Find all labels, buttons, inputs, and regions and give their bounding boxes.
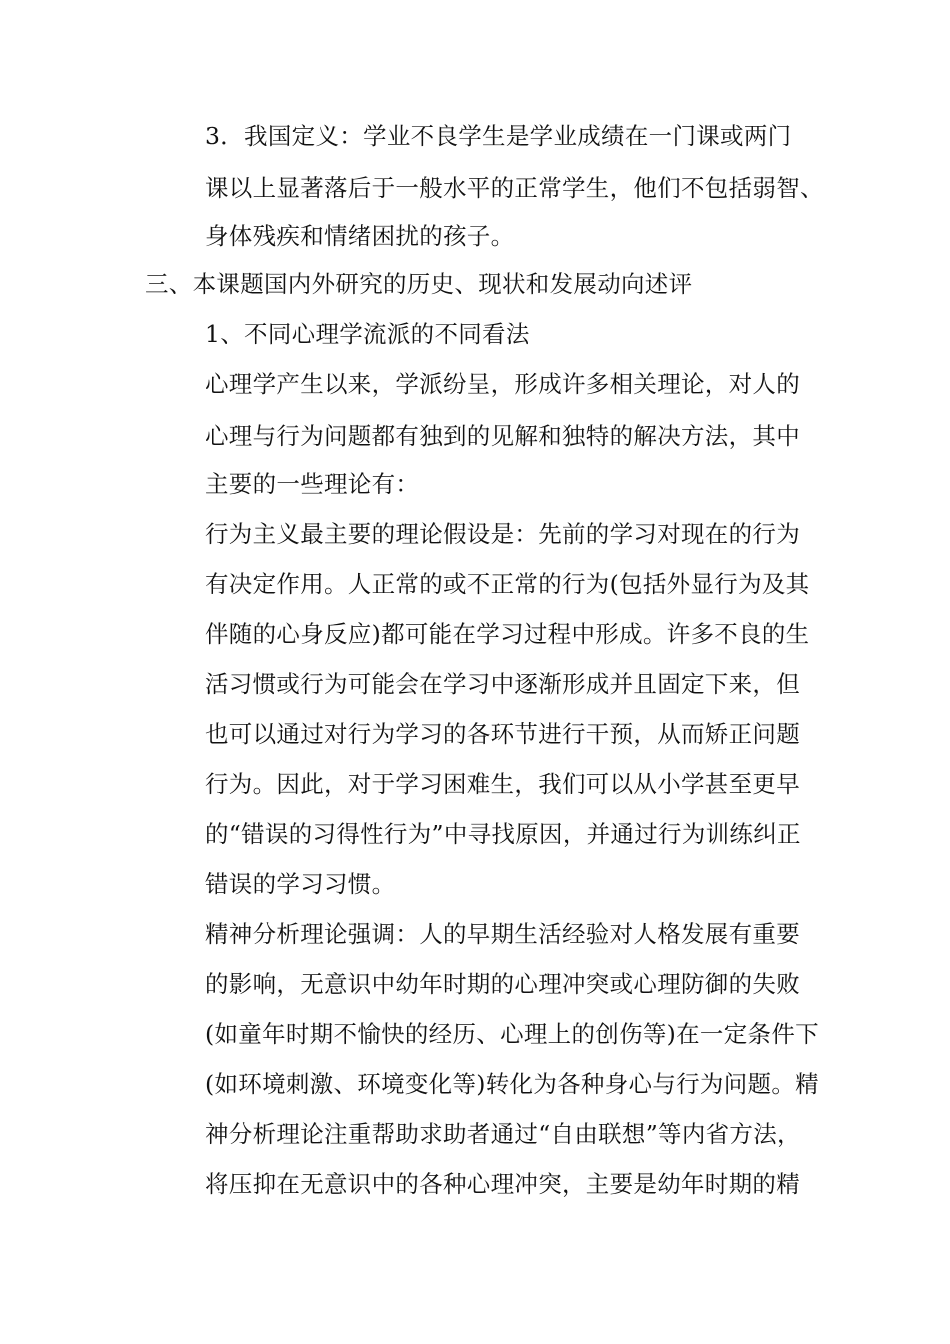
paragraph-line-6: 心理学产生以来，学派纷呈，形成许多相关理论，对人的 [205,370,800,398]
paragraph-line-21: 神分析理论注重帮助求助者通过“自由联想”等内省方法， [205,1120,801,1148]
paragraph-line-18: 的影响，无意识中幼年时期的心理冲突或心理防御的失败 [205,970,800,998]
paragraph-line-19: (如童年时期不愉快的经历、心理上的创伤等)在一定条件下 [205,1020,819,1048]
paragraph-line-15: 的“错误的习得性行为”中寻找原因，并通过行为训练纠正 [205,820,801,848]
paragraph-line-9: 行为主义最主要的理论假设是：先前的学习对现在的行为 [205,520,800,548]
paragraph-line-10: 有决定作用。人正常的或不正常的行为(包括外显行为及其 [205,570,810,598]
paragraph-line-11: 伴随的心身反应)都可能在学习过程中形成。许多不良的生 [205,620,810,648]
paragraph-line-7: 心理与行为问题都有独到的见解和独特的解决方法，其中 [205,422,800,450]
subsection-heading: 1、不同心理学流派的不同看法 [205,320,530,348]
section-heading: 三、本课题国内外研究的历史、现状和发展动向述评 [145,270,693,298]
paragraph-line-8: 主要的一些理论有： [205,470,420,498]
paragraph-line-2: 课以上显著落后于一般水平的正常学生，他们不包括弱智、 [205,174,824,202]
paragraph-line-14: 行为。因此，对于学习困难生，我们可以从小学甚至更早 [205,770,800,798]
paragraph-line-17: 精神分析理论强调：人的早期生活经验对人格发展有重要 [205,920,800,948]
paragraph-line-13: 也可以通过对行为学习的各环节进行干预，从而矫正问题 [205,720,800,748]
paragraph-line-20: (如环境刺激、环境变化等)转化为各种身心与行为问题。精 [205,1070,819,1098]
paragraph-line-22: 将压抑在无意识中的各种心理冲突，主要是幼年时期的精 [205,1170,800,1198]
paragraph-line-12: 活习惯或行为可能会在学习中逐渐形成并且固定下来，但 [205,670,800,698]
paragraph-line-3: 身体残疾和情绪困扰的孩子。 [205,222,515,250]
paragraph-line-16: 错误的学习习惯。 [205,870,396,898]
paragraph-line-1: 3．我国定义：学业不良学生是学业成绩在一门课或两门 [205,122,792,150]
